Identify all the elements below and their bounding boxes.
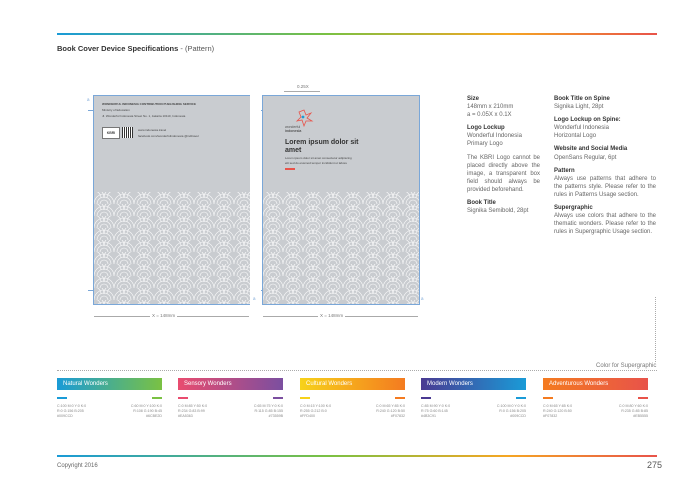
color-value-line: R:255 G:212 B:0: [300, 409, 327, 414]
kbri-logo-badge: KBRI: [102, 127, 120, 139]
back-cover: [93, 95, 251, 305]
qr-code-icon: [122, 127, 133, 138]
color-swatch: [516, 397, 526, 399]
contact-line: facebook.com/wonderfulindonesia @indtravel: [138, 134, 199, 138]
color-value-line: #FFD400: [300, 414, 315, 419]
color-value-line: #6CBE2D: [146, 414, 162, 419]
color-value-line: C:60 M:0 Y:100 K:0: [130, 404, 162, 408]
spine-dimension-label: 0.25X: [297, 84, 309, 89]
book-title-value: Signika Semibold, 28pt: [467, 208, 529, 215]
supergraphic-band: Natural Wonders: [57, 378, 162, 390]
color-swatch: [421, 397, 431, 399]
wave-pattern: [94, 192, 250, 304]
color-value-line: #EA5363: [178, 414, 193, 419]
color-values-primary: [543, 404, 572, 420]
color-value-line: #4B3C91: [421, 414, 436, 419]
supergraphic-spec-label: Supergraphic: [554, 205, 593, 212]
left-width-label: X = 148mm: [152, 313, 176, 318]
spec-column-left: [467, 95, 540, 215]
color-value-line: #73559B: [268, 414, 283, 419]
color-swatch: [178, 397, 188, 399]
color-values-secondary: [109, 404, 162, 420]
supergraphic-band: Adventurous Wonders: [543, 378, 648, 390]
color-value-line: R:234 G:83 B:99: [178, 409, 205, 414]
color-values-secondary: [473, 404, 526, 420]
pattern-label: Pattern: [554, 167, 575, 174]
spine-logo-label: Logo Lockup on Spine:: [554, 117, 621, 124]
color-value-line: R:115 G:85 B:155: [254, 409, 283, 414]
web-social-label: Website and Social Media: [554, 146, 628, 153]
supergraphic-color-label: Color for Supergraphic: [596, 363, 657, 369]
spine-area: [250, 95, 261, 305]
color-swatch: [273, 397, 283, 399]
color-swatch: [638, 397, 648, 399]
front-cover: [262, 95, 420, 305]
wave-pattern: [263, 192, 419, 304]
color-values-primary: [421, 404, 450, 420]
color-swatch: [57, 397, 67, 399]
accent-dash: [285, 168, 295, 170]
color-value-line: C:100 M:0 Y:0 K:0: [57, 404, 87, 408]
color-value-line: #009CCD: [510, 414, 526, 419]
back-cover-line: Ministry of Education: [102, 108, 130, 112]
spine-marker: a: [253, 296, 256, 301]
spine-logo-value: Wonderful Indonesia: [554, 125, 609, 132]
color-value-line: C:0 M:15 Y:100 K:0: [300, 404, 332, 408]
spine-dimension-line: [284, 91, 320, 92]
color-values-primary: [178, 404, 207, 420]
color-value-line: #EB5555: [633, 414, 648, 419]
page-title: Book Cover Device Specifications - (Pattern): [57, 44, 215, 53]
color-value-line: R:240 G:120 B:50: [543, 409, 572, 414]
logo-lockup-value: Wonderful Indonesia: [467, 133, 522, 140]
size-ratio: a = 0.05X x 0.1X: [467, 112, 512, 119]
logo-word-1: wonderful: [285, 125, 301, 129]
color-value-line: C:0 M:65 Y:85 K:0: [543, 404, 573, 408]
color-value-line: R:0 G:156 B:205: [57, 409, 84, 414]
copyright: Copyright 2016: [57, 463, 98, 469]
right-width-label: X = 148mm: [320, 313, 344, 318]
logo-lockup-type: Primary Logo: [467, 141, 503, 148]
spec-column-right: [554, 95, 656, 236]
edge-marker: a: [421, 296, 424, 301]
color-value-line: R:0 G:156 B:205: [499, 409, 526, 414]
supergraphic-band: Modern Wonders: [421, 378, 526, 390]
color-value-line: R:240 G:120 B:50: [376, 409, 405, 414]
dotted-divider: [57, 370, 657, 371]
back-cover-heading: WONDERFUL INDONESIA CONTRIBUTION PUBLISHING SERVICE: [102, 102, 196, 106]
spine-title-label: Book Title on Spine: [554, 96, 610, 102]
color-value-line: #F07832: [390, 414, 405, 419]
supergraphic-band: Cultural Wonders: [300, 378, 405, 390]
contact-line: www.indonesia.travel: [138, 128, 167, 132]
logo-lockup-label: Logo Lockup: [467, 125, 505, 132]
size-value: 148mm x 210mm: [467, 104, 514, 111]
color-values-primary: [300, 404, 331, 420]
page-number: 275: [647, 460, 663, 470]
color-value-line: R:75 G:60 B:145: [421, 409, 448, 414]
color-value-line: R:235 G:85 B:85: [621, 409, 648, 414]
supergraphic-spec-value: Always use colors that adhere to the thematic wonders. Please refer to the rules in Supergraphic Usage section.: [554, 213, 656, 236]
supergraphic-band: Sensory Wonders: [178, 378, 283, 390]
color-swatch: [543, 397, 553, 399]
color-value-line: C:0 M:65 Y:85 K:0: [375, 404, 405, 408]
back-cover-line: Jl. Wonderful Indonesia Street No. 1, Jakarta 10110, Indonesia: [102, 114, 186, 118]
spine-logo-type: Horizontal Logo: [554, 133, 597, 140]
spine-title-value: Signika Light, 28pt: [554, 104, 604, 111]
pattern-value: Always use patterns that adhere to the patterns style. Please refer to the rules in Patterns Usage section.: [554, 175, 656, 198]
dotted-divider: [655, 297, 656, 362]
color-value-line: C:0 M:85 Y:50 K:0: [178, 404, 208, 408]
color-value-line: C:100 M:0 Y:0 K:0: [496, 404, 526, 408]
color-value-line: C:65 M:75 Y:0 K:0: [253, 404, 283, 408]
color-swatch: [300, 397, 310, 399]
book-title-label: Book Title: [467, 200, 496, 207]
color-swatch: [395, 397, 405, 399]
bottom-gradient-rule: [57, 455, 657, 457]
margin-marker-a: a: [87, 97, 90, 102]
color-value-line: C:0 M:80 Y:60 K:0: [618, 404, 648, 408]
web-social-value: OpenSans Regular, 6pt: [554, 154, 617, 161]
cover-body-line: Lorem ipsum dolor sit amet consectetur adipiscing: [285, 156, 352, 160]
color-value-line: #009CCD: [57, 414, 73, 419]
color-value-line: C:85 M:90 Y:0 K:0: [421, 404, 451, 408]
color-swatch: [152, 397, 162, 399]
cover-body-line: elit sed do eiusmod tempor incididunt ut labore: [285, 161, 348, 165]
size-label: Size: [467, 96, 480, 102]
cover-book-title: Lorem ipsum dolor sit amet: [285, 139, 359, 155]
color-value-line: #F07832: [543, 414, 558, 419]
kbri-note: The KBRI Logo cannot be placed directly above the image, a transparent box field should always be provided beforehand.: [467, 154, 540, 193]
color-values-secondary: [230, 404, 283, 420]
top-gradient-rule: [57, 33, 657, 35]
logo-word-2: indonesia: [285, 129, 302, 133]
color-values-secondary: [352, 404, 405, 420]
color-value-line: R:108 G:190 B:45: [133, 409, 162, 414]
color-values-secondary: [595, 404, 648, 420]
color-values-primary: [57, 404, 86, 420]
